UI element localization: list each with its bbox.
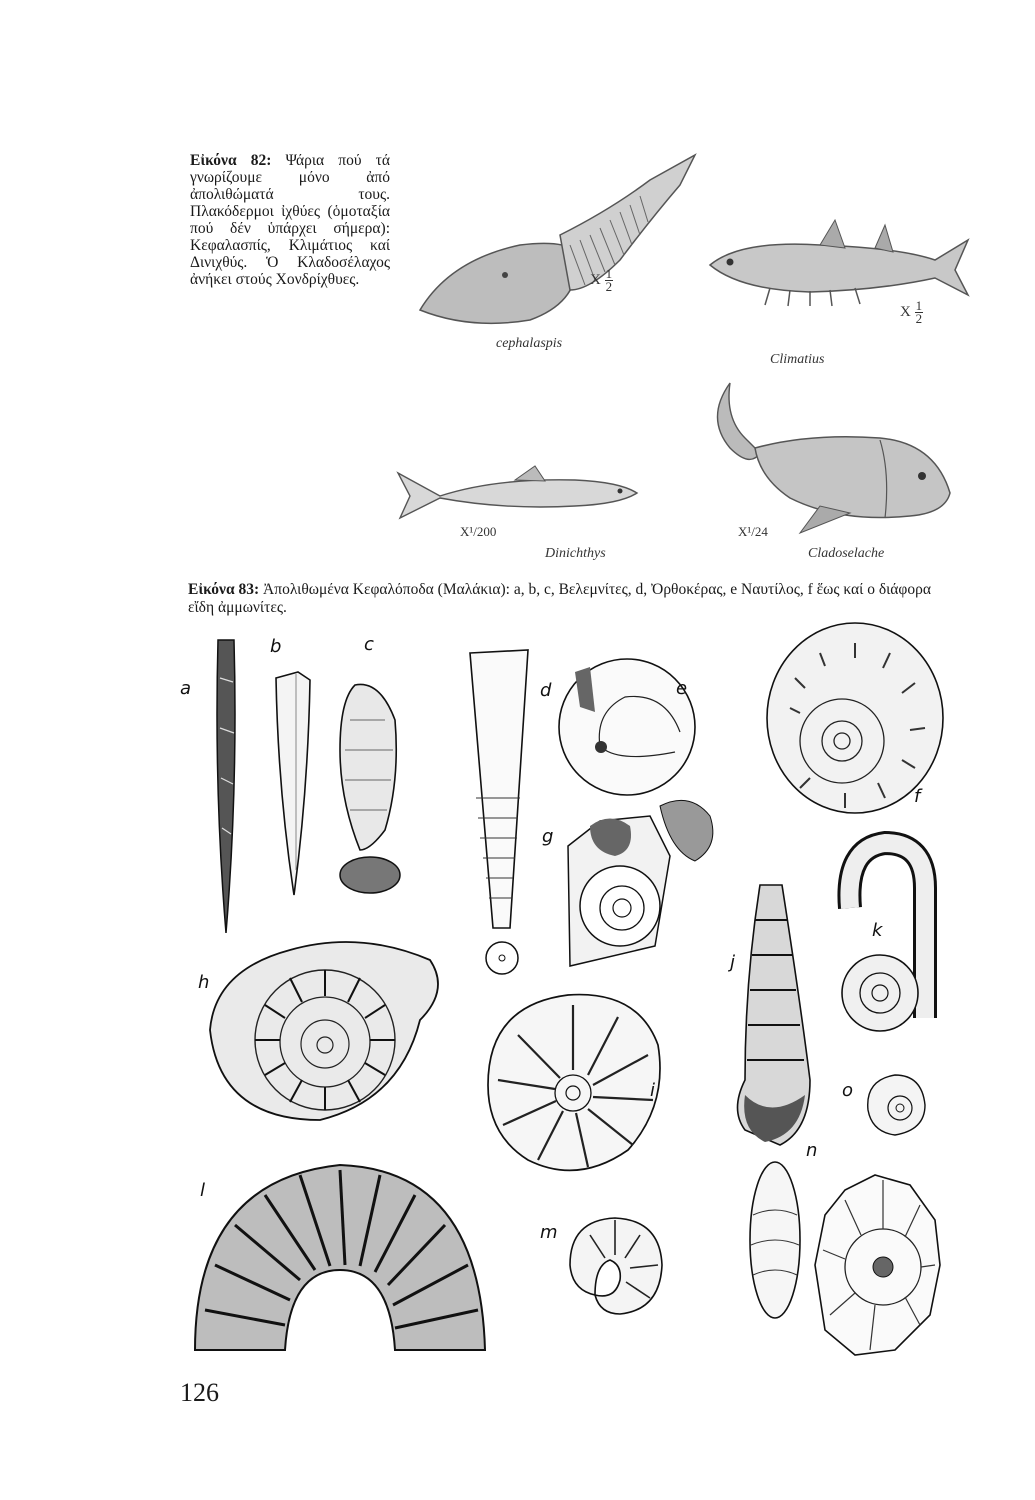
cladoselache-scale: X¹/24 xyxy=(738,524,768,539)
fossil-letter-n: n xyxy=(806,1140,818,1161)
dinichthys-illustration xyxy=(395,458,645,528)
belemnite-c-illustration xyxy=(325,680,415,920)
fossil-letter-a: a xyxy=(180,678,192,699)
scale-fraction xyxy=(915,300,924,325)
belemnite-b-illustration xyxy=(270,670,320,900)
fossil-letter-i: i xyxy=(650,1080,656,1101)
nautilus-e-illustration xyxy=(555,652,700,802)
figure-82-text: Ψάρια πού τά γνωρίζουμε μόνο ἀπό ἀπολιθώματά τους. Πλακόδερμοι ἰχθύες (ὁμοταξία πού δέν ὑπάρχει σήμερα): Κεφαλασπίς, Κλιμάτιος καί Δινιχθύς. Ὁ Κλαδοσέλαχος ἀνήκει στούς Χονδρίχθυες. xyxy=(190,152,390,288)
ammonite-n-illustration xyxy=(745,1155,950,1365)
fossil-letter-l: l xyxy=(200,1180,206,1201)
cladoselache-illustration xyxy=(700,378,960,538)
fossil-letter-k: k xyxy=(872,920,883,941)
fraction-denominator: 2 xyxy=(915,311,923,326)
orthoceras-d-illustration xyxy=(468,648,538,978)
fraction-numerator: 1 xyxy=(605,266,613,281)
climatius-illustration xyxy=(700,210,970,320)
cephalaspis-illustration xyxy=(410,150,700,340)
page-number: 126 xyxy=(180,1378,219,1407)
dinichthys-scale: X¹/200 xyxy=(460,524,497,539)
fossil-letter-g: g xyxy=(542,826,554,847)
fossil-letter-m: m xyxy=(540,1222,558,1243)
fossil-letter-b: b xyxy=(270,636,282,657)
fraction-denominator: 2 xyxy=(605,279,613,294)
figure-82-caption xyxy=(190,152,390,288)
climatius-label: Climatius xyxy=(770,352,825,367)
dinichthys-label: Dinichthys xyxy=(545,546,606,561)
ammonite-g-illustration xyxy=(560,796,740,971)
fossil-letter-c: c xyxy=(364,634,374,655)
climatius-scale xyxy=(900,300,923,325)
cephalaspis-label: cephalaspis xyxy=(496,336,563,351)
cephalaspis-scale xyxy=(590,268,613,293)
fossil-letter-f: f xyxy=(914,786,921,807)
fossil-letter-h: h xyxy=(198,972,210,993)
figure-82-label: Εἰκόνα 82: xyxy=(190,152,272,169)
ammonite-m-illustration xyxy=(560,1210,670,1320)
fraction-numerator: 1 xyxy=(915,298,923,313)
turrilites-j-illustration xyxy=(720,880,820,1150)
figure-83-text: Ἀπολιθωμένα Κεφαλόποδα (Μαλάκια): a, b, c, Βελεμνίτες, d, Ὀρθοκέρας, e Ναυτίλος, f ἕως καί ο διάφορα εἴδη ἀμμωνίτες. xyxy=(188,581,931,616)
fossil-letter-o: o xyxy=(842,1080,854,1101)
scale-x-mark: X xyxy=(590,271,601,288)
ammonite-o-illustration xyxy=(860,1070,930,1140)
ammonite-f-illustration xyxy=(760,618,950,818)
fossil-letter-d: d xyxy=(540,680,552,701)
ammonite-l-illustration xyxy=(190,1160,490,1360)
belemnite-a-illustration xyxy=(200,638,250,938)
scale-fraction xyxy=(605,268,614,293)
ammonite-h-illustration xyxy=(200,930,450,1130)
figure-83-label: Εἰκόνα 83: xyxy=(188,581,260,598)
hamites-k-illustration xyxy=(830,838,950,1038)
cladoselache-label: Cladoselache xyxy=(808,546,885,561)
fossil-letter-e: e xyxy=(676,678,688,699)
ammonite-i-illustration xyxy=(478,985,668,1180)
fossil-letter-j: j xyxy=(730,952,736,973)
figure-83-caption xyxy=(188,581,958,617)
scale-x-mark: X xyxy=(900,303,911,320)
